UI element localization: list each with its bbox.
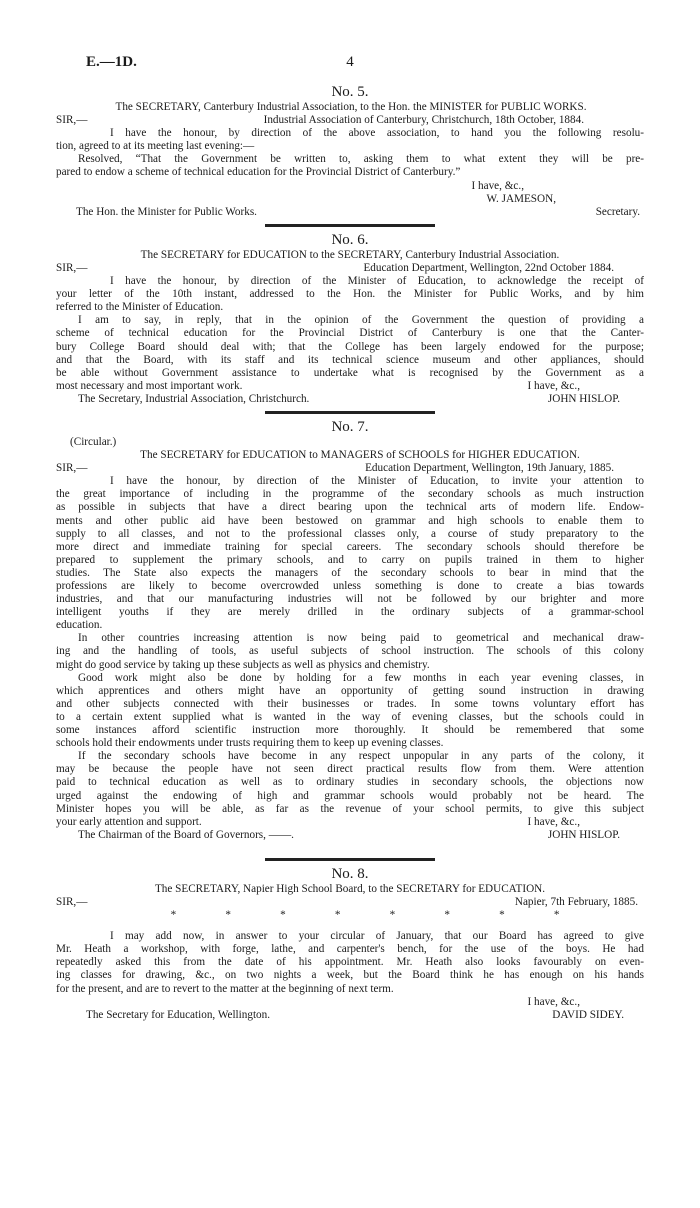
body-line: pared to endow a scheme of technical education for the Provincial District of Canterbury.”: [56, 166, 461, 179]
body-line: education.: [56, 619, 103, 632]
signature: JOHN HISLOP.: [547, 828, 620, 841]
salutation: SIR,—: [56, 114, 88, 127]
salutation-row: [56, 114, 644, 127]
recipient: The Secretary, Industrial Association, Christchurch.: [78, 392, 310, 405]
body-line: I have the honour, by direction of the above association, to hand you the following resolu-: [110, 127, 644, 140]
signature: DAVID SIDEY.: [552, 1008, 624, 1021]
recipient-row: [56, 206, 644, 219]
letter-address: Industrial Association of Canterbury, Christchurch, 18th October, 1884.: [263, 114, 584, 127]
section-number: No. 7.: [331, 418, 369, 435]
body-line: I am to say, in reply, that in the opinion of the Government the question of providing a: [78, 314, 644, 327]
closing-row: [56, 816, 644, 829]
closing: I have, &c.,: [471, 179, 524, 192]
document-code: E.—1D.: [86, 54, 137, 70]
section-divider: [265, 411, 435, 414]
body-line: ing and the handling of tools, as useful subjects of school instruction. The schools of this colony: [56, 645, 644, 658]
salutation: SIR,—: [56, 462, 88, 475]
body-line: ments and other public aid have been bestowed on grammar and high schools to enable them to: [56, 514, 644, 527]
body-line: If the secondary schools have become in any respect unpopular in any parts of the colony, it: [78, 750, 644, 763]
ellipsis-stars: [56, 909, 644, 922]
body-line: the great importance of including in the programme of the secondary schools as much instruction: [56, 488, 644, 501]
star-mark: *: [444, 909, 450, 922]
letter-no-5: [56, 84, 644, 219]
recipient-row: [56, 1009, 644, 1022]
closing: I have, &c.,: [527, 815, 580, 828]
salutation-row: [56, 462, 644, 475]
body-line: and that the Board, with its staff and its technical science museum and other appliances, should: [56, 353, 644, 366]
body-line: I may add now, in answer to your circular of January, that our Board has agreed to give: [110, 930, 644, 943]
body-line: tion, agreed to at its meeting last evening:—: [56, 140, 255, 153]
star-mark: *: [499, 909, 505, 922]
letter-heading: The SECRETARY, Canterbury Industrial Association, to the Hon. the MINISTER for PUBLIC WORKS.: [115, 101, 587, 113]
signature: W. JAMESON,: [486, 192, 556, 205]
recipient: The Secretary for Education, Wellington.: [86, 1008, 271, 1021]
letter-heading: The SECRETARY for EDUCATION to the SECRETARY, Canterbury Industrial Association.: [140, 248, 560, 261]
body-line: your letter of the 10th instant, addressed to the Hon. the Minister for Public Works, and by him: [56, 288, 644, 301]
letter-no-8: [56, 866, 644, 1022]
closing: I have, &c.,: [527, 379, 580, 392]
section-number: No. 6.: [331, 231, 369, 248]
signature: JOHN HISLOP.: [547, 392, 620, 405]
closing-row: [56, 380, 644, 393]
body-line: schools hold their endowments under trusts requiring them to keep up evening classes.: [56, 737, 444, 750]
letter-address: Education Department, Wellington, 19th January, 1885.: [365, 462, 614, 475]
body-line: supply to all classes, and not to the professional classes only, a course of study preparatory to the: [56, 527, 644, 540]
recipient: The Chairman of the Board of Governors, ——.: [78, 828, 294, 841]
recipient-row: [56, 829, 644, 842]
section-number: No. 8.: [331, 865, 369, 882]
letter-body: [56, 475, 644, 815]
body-line: Resolved, “That the Government be written to, asking them to what extent they will be pre-: [78, 153, 644, 166]
section-divider: [265, 224, 435, 227]
body-line: and other subjects connected with their businesses or trades. In some towns voluntary effort has: [56, 697, 644, 710]
letter-heading: The SECRETARY for EDUCATION to MANAGERS of SCHOOLS for HIGHER EDUCATION.: [140, 449, 580, 462]
star-mark: *: [553, 909, 560, 922]
salutation: SIR,—: [56, 895, 88, 908]
body-line: might do good service by taking up these subjects as well as physics and chemistry.: [56, 658, 430, 671]
body-line: ing classes for drawing, &c., on two nights a week, but the Board think he has enough on his hands: [56, 969, 644, 982]
body-line: referred to the Minister of Education.: [56, 301, 224, 314]
body-line: for the present, and are to revert to the matter at the beginning of next term.: [56, 982, 394, 995]
circular-label: (Circular.): [70, 435, 117, 448]
letter-address: Napier, 7th February, 1885.: [514, 895, 638, 908]
body-line: to a certain extent supplied what is wanted in the way of evening classes, but the schools could in: [56, 710, 644, 723]
body-line: most necessary and most important work.: [56, 379, 243, 392]
salutation: SIR,—: [56, 261, 88, 274]
body-line: as possible in subjects that have a direct bearing upon the technical arts of modern life. Endow-: [56, 501, 644, 514]
page-header: [56, 0, 644, 70]
body-line: may be because the people have not seen direct practical results flow from them. Were attention: [56, 763, 644, 776]
body-line: bury College Board should deal with; that the College has been largely endowed for the purpose;: [56, 340, 644, 353]
letter-address: Education Department, Wellington, 22nd October 1884.: [363, 261, 614, 274]
body-line: Minister hopes you will be able, as far as the revenue of your school permits, to give this subject: [56, 802, 644, 815]
body-line: your early attention and support.: [56, 815, 202, 828]
body-line: studies. The State also expects the managers of the secondary schools to bear in mind that the: [56, 566, 644, 579]
body-line: I have the honour, by direction of the Minister of Education, to acknowledge the receipt of: [110, 275, 644, 288]
letter-no-7: [56, 419, 644, 842]
signature-title: Secretary.: [595, 205, 640, 218]
body-line: some instances afford scientific instruction more thoroughly. It should be remembered that some: [56, 724, 644, 737]
body-line: which apprentices and others might have an opportunity of getting sound instruction in drawing: [56, 684, 644, 697]
closing: I have, &c.,: [527, 995, 580, 1008]
body-line: urged against the endowing of high and grammar schools would probably not be heard. The: [56, 789, 644, 802]
body-line: prepared to supplement the primary schools, and to carry on pupils trained in them to higher: [56, 553, 644, 566]
section-divider: [265, 858, 435, 861]
body-line: Good work might also be done by holding for a few months in each year evening classes, in: [78, 671, 644, 684]
recipient: The Hon. the Minister for Public Works.: [76, 205, 257, 218]
body-line: intelligent youths if they are merely drilled in the ordinary subjects of a grammar-school: [56, 606, 644, 619]
star-mark: *: [389, 909, 396, 922]
body-line: industries, and that our manufacturing industries will not be followed by our brighter and more: [56, 593, 644, 606]
page-number: 4: [346, 54, 354, 70]
body-line: more direct and immediate training for special careers. The secondary schools should therefore be: [56, 540, 644, 553]
body-line: paid to technical education as well as to ordinary studies in secondary schools, the objections now: [56, 776, 644, 789]
body-line: scheme of technical education for the Provincial District of Canterbury is one that the Canter-: [56, 327, 644, 340]
recipient-row: [56, 393, 644, 406]
body-line: professions are likely to become overcrowded unless something is done to create a bias towards: [56, 580, 644, 592]
star-mark: *: [170, 909, 177, 922]
body-line: be able without Government assistance to undertake what is recognised by the Government as a: [56, 366, 644, 379]
letter-no-6: [56, 232, 644, 406]
body-line: repeatedly asked this from the date of his appointment. Mr. Heath also looks favourably on even-: [56, 956, 644, 969]
body-line: In other countries increasing attention is now being paid to geometrical and mechanical draw-: [78, 632, 644, 645]
star-mark: *: [334, 909, 341, 922]
letter-heading: The SECRETARY, Napier High School Board, to the SECRETARY for EDUCATION.: [154, 882, 546, 895]
star-mark: *: [225, 909, 231, 922]
body-line: Mr. Heath a workshop, with forge, lathe, and carpenter's bench, for the use of the boys. He had: [56, 943, 644, 956]
salutation-row: [56, 896, 644, 909]
section-number: No. 5.: [331, 84, 369, 100]
body-line: I have the honour, by direction of the Minister of Education, to invite your attention to: [110, 475, 644, 488]
salutation-row: [56, 262, 644, 275]
star-mark: *: [280, 909, 286, 922]
